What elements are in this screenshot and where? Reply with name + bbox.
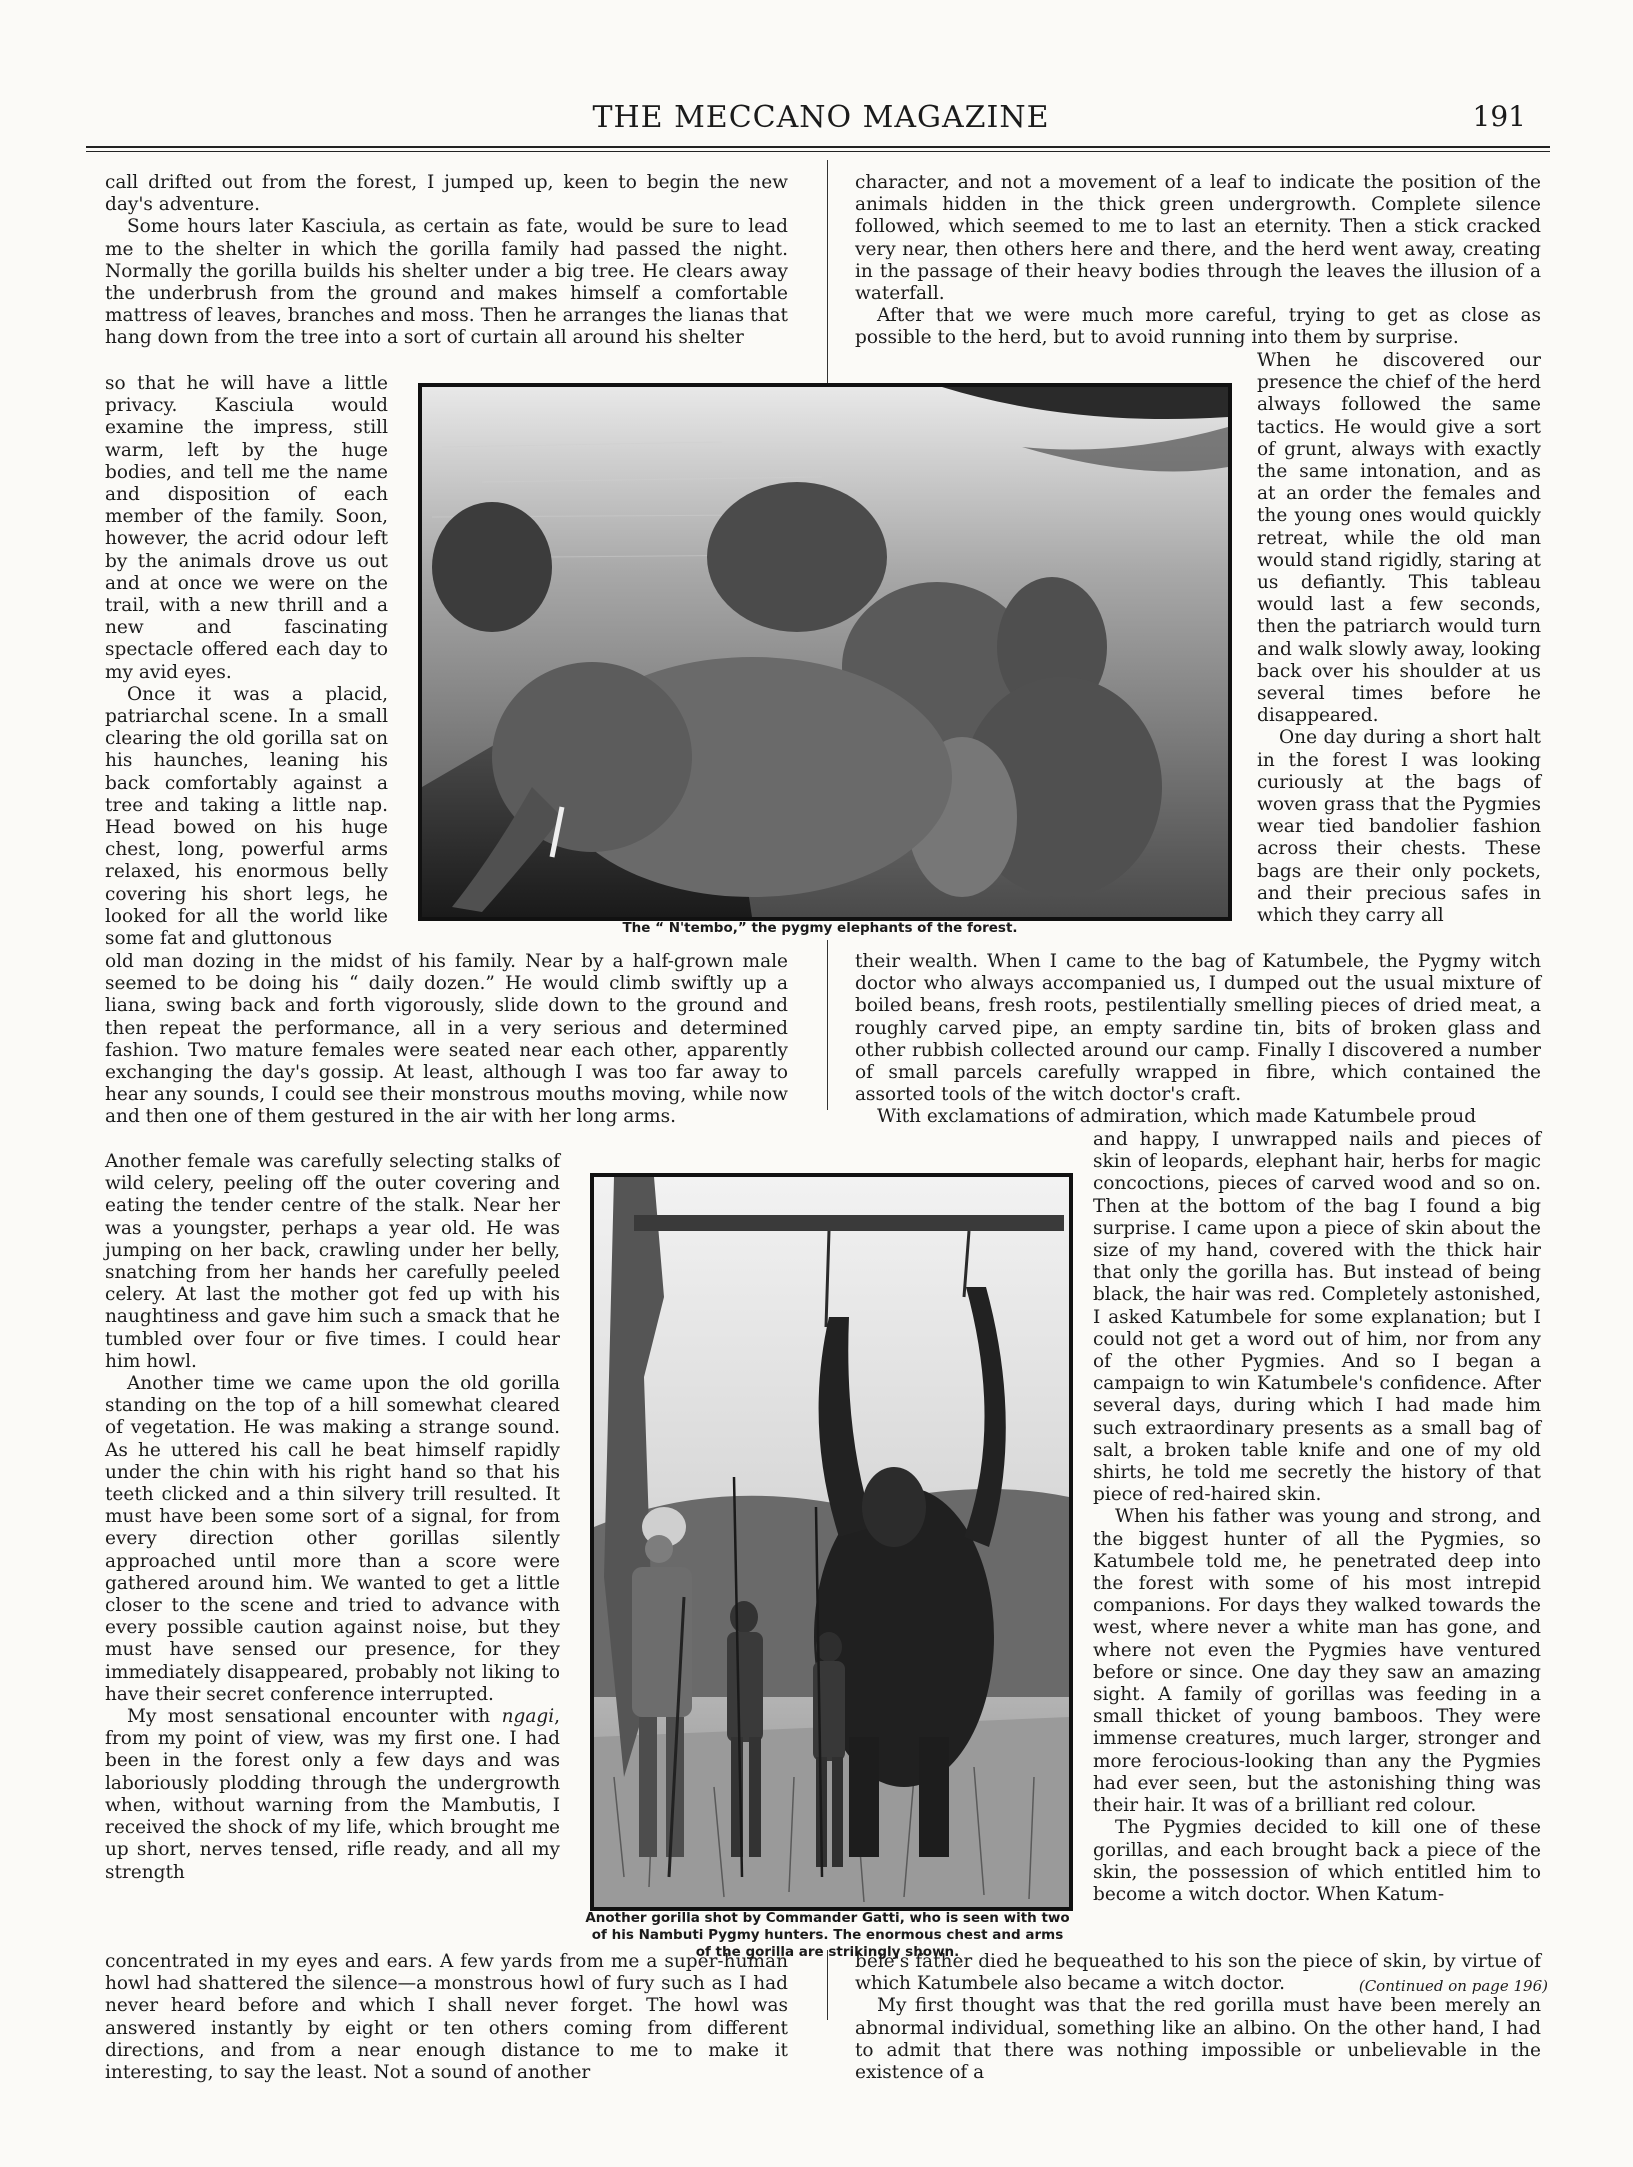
paragraph: One day during a short halt in the forest I was looking curiously at the bags of woven grass that the Pygmies wear tied bandolier fashion across their chests. These bags are their only pockets, and their precious safes in which they carry all xyxy=(1257,727,1541,927)
paragraph: The Pygmies decided to kill one of these gorillas, and each brought back a piece of the skin, the possession of which entitled him to become a witch doctor. When Katum- xyxy=(1093,1817,1541,1905)
paragraph: With exclamations of admiration, which made Katumbele proud xyxy=(877,1106,1477,1128)
left-column-top-text xyxy=(105,172,788,350)
right-column-middle-text xyxy=(855,951,1541,1129)
left-column-narrow-text xyxy=(105,373,388,950)
magazine-title: THE MECCANO MAGAZINE xyxy=(592,100,1050,135)
header-rule xyxy=(86,146,1550,148)
right-column-lower-text xyxy=(1093,1129,1541,1906)
right-column-top-text xyxy=(855,172,1541,350)
left-column-bottom-text xyxy=(105,1951,788,2084)
right-column-narrow-text xyxy=(1257,350,1541,927)
figure-caption: Another gorilla shot by Commander Gatti, who is seen with two of his Nambuti Pygmy hunters. The enormous chest and arms of the gorilla are strikingly shown. xyxy=(585,1910,1070,1960)
paragraph: Another female was carefully selecting stalks of wild celery, peeling off the outer covering and eating the tender centre of the stalk. Near her was a youngster, perhaps a year old. He was jumping on her back, crawling under her belly, snatching from her hands her carefully peeled celery. At last the mother got fed up with his naughtiness and gave him such a smack that he tumbled over four or five times. I could hear him howl. xyxy=(105,1151,560,1372)
left-column-lower-text xyxy=(105,1151,560,1884)
paragraph: call drifted out from the forest, I jumped up, keen to begin the new day's adventure. xyxy=(105,172,788,216)
text-run: , from my point of view, was my first one. I had been in the forest only a few days and was laboriously plodding through the undergrowth when, without warning from the Mambutis, I received the shock of my life, which brought me up short, nerves tensed, rifle ready, and all my strength xyxy=(105,1706,560,1883)
elephants-photo xyxy=(418,383,1232,921)
continued-note: (Continued on page 196) xyxy=(1358,1977,1548,1995)
paragraph: old man dozing in the midst of his family. Near by a half-grown male seemed to be doing his “ daily dozen.” He would climb swiftly up a liana, swing back and forth vigorously, slide down to the ground and then repeat the performance, all in a very serious and determined fashion. Two mature females were seated near each other, apparently exchanging the day's gossip. At least, although I was too far away to hear any sounds, I could see their monstrous mouths moving, while now and then one of them gestured in the air with her long arms. xyxy=(105,951,788,1128)
elephants-illustration xyxy=(422,387,1228,917)
paragraph: After that we were much more careful, trying to get as close as possible to the herd, but to avoid running into them by surprise. xyxy=(855,305,1541,349)
page-header xyxy=(86,96,1556,146)
paragraph: concentrated in my eyes and ears. A few yards from me a super-human howl had shattered the silence—a monstrous howl of fury such as I had never heard before and which I shall never forget. The howl was answered instantly by eight or ten others coming from different directions, and from a near enough distance to me to make it interesting, to say the least. Not a sound of another xyxy=(105,1951,788,2084)
paragraph: their wealth. When I came to the bag of Katumbele, the Pygmy witch doctor who always accompanied us, I dumped out the usual mixture of boiled beans, fresh roots, pestilentially smelling pieces of dried meat, a roughly carved pipe, an empty sardine tin, bits of broken glass and other rubbish collected around our camp. Finally I discovered a number of small parcels carefully wrapped in fibre, which contained the assorted tools of the witch doctor's craft. xyxy=(855,951,1541,1106)
gorilla-hunters-illustration xyxy=(594,1177,1069,1907)
gorilla-photo xyxy=(590,1173,1073,1911)
header-rule-thin xyxy=(86,151,1550,152)
paragraph: character, and not a movement of a leaf to indicate the position of the animals hidden in the thick green undergrowth. Complete silence followed, which seemed to me to last an eternity. Then a stick cracked very near, then others here and there, and the herd went away, creating in the passage of their heavy bodies through the leaves the illusion of a waterfall. xyxy=(855,172,1541,305)
paragraph: Some hours later Kasciula, as certain as fate, would be sure to lead me to the shelter in which the gorilla family had passed the night. Normally the gorilla builds his shelter under a big tree. He clears away the underbrush from the ground and makes himself a comfortable mattress of leaves, branches and moss. Then he arranges the lianas that hang down from the tree into a sort of curtain all around his shelter xyxy=(105,216,788,349)
paragraph: Another time we came upon the old gorilla standing on the top of a hill somewhat cleared of vegetation. He was making a strange sound. As he uttered his call he beat himself rapidly under the chin with his right hand so that his teeth clicked and a thin silvery trill resulted. It must have been some sort of a signal, for from every direction other gorillas silently approached until more than a score were gathered around him. We wanted to get a little closer to the scene and tried to advance with every possible caution against noise, but they must have sensed our presence, for they immediately disappeared, probably not liking to have their secret conference interrupted. xyxy=(105,1373,560,1705)
paragraph: Once it was a placid, patriarchal scene. In a small clearing the old gorilla sat on his haunches, leaning his back comfortably against a tree and taking a little nap. Head bowed on his huge chest, long, powerful arms relaxed, his enormous belly covering his short legs, he looked for all the world like some fat and gluttonous xyxy=(105,683,388,950)
figure-caption: The “ N'tembo,” the pygmy elephants of the forest. xyxy=(622,920,1018,936)
right-column-bottom-text xyxy=(855,1951,1541,2084)
page-number: 191 xyxy=(1472,100,1526,133)
paragraph: and happy, I unwrapped nails and pieces of skin of leopards, elephant hair, herbs for magic concoctions, pieces of carved wood and so on. Then at the bottom of the bag I found a big surprise. I came upon a piece of skin about the size of my hand, covered with the thick hair that only the gorilla has. But instead of being black, the hair was red. Completely astonished, I asked Katumbele for some explanation; but I could not get a word out of him, nor from any of the other Pygmies. And so I began a campaign to win Katumbele's confidence. After several days, during which I had made him such extraordinary presents as a small bag of salt, a broken table knife and one of my old shirts, he told me secretly the history of that piece of red-haired skin. xyxy=(1093,1129,1541,1506)
column-divider xyxy=(827,160,828,385)
column-divider xyxy=(827,940,828,1110)
paragraph: so that he will have a little privacy. Kasciula would examine the impress, still warm, left by the huge bodies, and tell me the name and disposition of each member of the family. Soon, however, the acrid odour left by the animals drove us out and at once we were on the trail, with a new thrill and a new and fascinating spectacle offered each day to my avid eyes. xyxy=(105,373,388,683)
italic-word: ngagi xyxy=(501,1706,555,1728)
paragraph: When his father was young and strong, and the biggest hunter of all the Pygmies, so Katumbele told me, he penetrated deep into the forest with some of his most intrepid companions. For days they walked towards the west, where never a white man has gone, and where not even the Pygmies have ventured before or since. One day they saw an amazing sight. A family of gorillas was feeding in a small thicket of young bamboos. They were immense creatures, much larger, stronger and more ferocious-looking than any the Pygmies had ever seen, but the astonishing thing was their hair. It was of a brilliant red colour. xyxy=(1093,1506,1541,1817)
paragraph: My first thought was that the red gorilla must have been merely an abnormal individual, something like an albino. On the other hand, I had to admit that there was nothing impossible or unbelievable in the existence of a xyxy=(855,1995,1541,2084)
left-column-middle-text xyxy=(105,951,788,1129)
paragraph: bele's father died he bequeathed to his son the piece of skin, by virtue of which Katumbele also became a witch doctor. xyxy=(855,1951,1541,1995)
text-run: My most sensational encounter with xyxy=(127,1706,502,1728)
paragraph: When he discovered our presence the chief of the herd always followed the same tactics. He would give a sort of grunt, always with exactly the same intonation, and as at an order the females and the young ones would quickly retreat, while the old man would stand rigidly, staring at us defiantly. This tableau would last a few seconds, then the patriarch would turn and walk slowly away, looking back over his shoulder at us several times before he disappeared. xyxy=(1257,350,1541,727)
paragraph xyxy=(105,1706,560,1884)
